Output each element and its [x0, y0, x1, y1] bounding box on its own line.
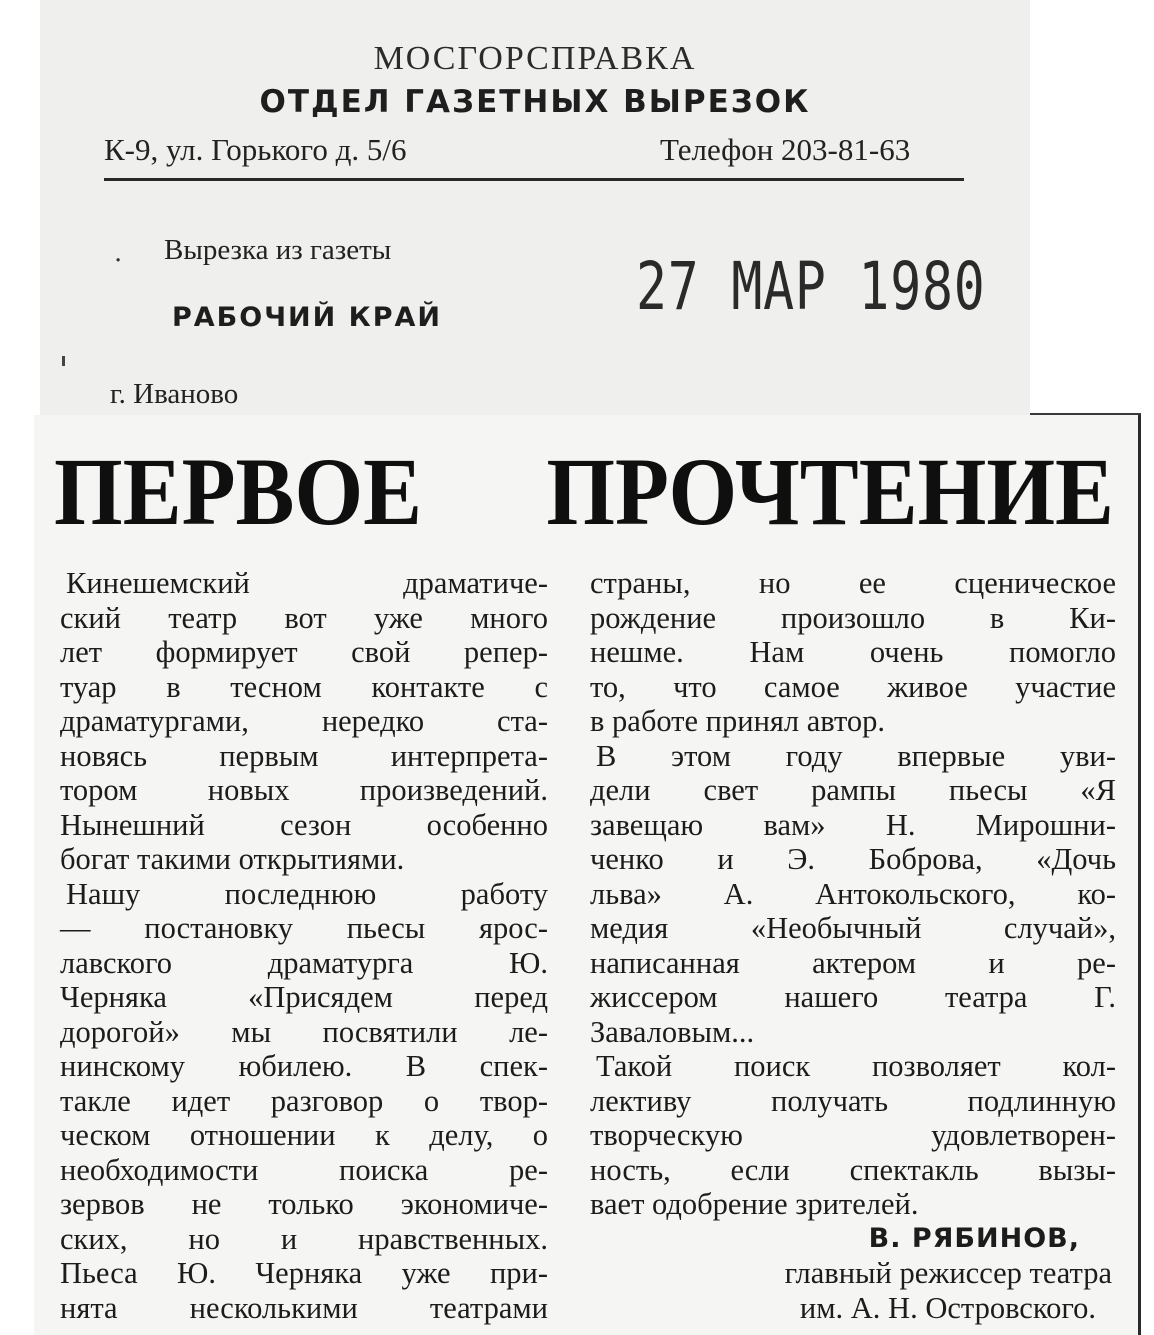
- text-line: лективу получать подлинную: [590, 1083, 1116, 1118]
- department-name: ОТДЕЛ ГАЗЕТНЫХ ВЫРЕЗОК: [259, 84, 811, 120]
- article-column-right: [590, 566, 1116, 1325]
- text-line: дорогой» мы посвятили ле-: [60, 1014, 548, 1049]
- text-line: в работе принял автор.: [590, 704, 885, 738]
- agency-name: МОСГОРСПРАВКА: [373, 40, 697, 77]
- margin-tick: [62, 356, 65, 366]
- text-line: нешме. Нам очень помогло: [590, 635, 1116, 669]
- text-line: страны, но ее сценическое: [590, 566, 1116, 600]
- text-line: богат такими открытиями.: [60, 842, 405, 876]
- text-line: необходимости поиска ре-: [60, 1152, 548, 1187]
- text-line: нинскому юбилею. В спек-: [60, 1049, 548, 1083]
- text-line: ских, но и нравственных.: [60, 1221, 548, 1256]
- agency-address: К-9, ул. Горького д. 5/6: [104, 132, 407, 167]
- text-line: жиссером нашего театра Г.: [590, 980, 1116, 1014]
- text-line: Такой поиск позволяет кол-: [596, 1049, 1116, 1083]
- article-column-left: [60, 566, 548, 1325]
- text-line: В этом году впервые уви-: [596, 738, 1116, 773]
- clipping-edge-top: [1030, 413, 1141, 415]
- author-title: главный режиссер театра: [784, 1256, 1112, 1290]
- author-theatre: им. А. Н. Островского.: [799, 1290, 1096, 1325]
- cut-from-label: Вырезка из газеты: [164, 234, 392, 266]
- text-line: ческом отношении к делу, о: [60, 1118, 548, 1152]
- text-line: лавского драматурга Ю.: [60, 945, 548, 980]
- clipping-edge-right: [1138, 415, 1141, 1335]
- text-line: лет формирует свой репер-: [60, 635, 548, 669]
- text-line: Нынешний сезон особенно: [60, 807, 548, 842]
- text-line: творческую удовлетворен-: [590, 1118, 1116, 1152]
- agency-phone: Телефон 203-81-63: [660, 132, 911, 167]
- text-line: вает одобрение зрителей.: [590, 1187, 919, 1221]
- bullet-mark: ·: [114, 246, 123, 276]
- text-line: медия «Необычный случай»,: [590, 911, 1116, 945]
- text-line: Черняка «Присядем перед: [60, 980, 548, 1014]
- text-line: льва» А. Антокольского, ко-: [590, 876, 1116, 911]
- text-line: дели свет рампы пьесы «Я: [590, 773, 1116, 807]
- header-rule: [104, 178, 964, 181]
- text-line: Заваловым...: [590, 1014, 755, 1049]
- text-line: тором новых произведений.: [60, 773, 548, 807]
- text-line: туар в тесном контакте с: [60, 669, 548, 704]
- text-line: зервов не только экономиче-: [60, 1187, 548, 1221]
- text-line: Кинешемский драматиче-: [66, 566, 548, 600]
- headline-word-1: ПЕРВОЕ: [54, 438, 423, 545]
- text-line: Нашу последнюю работу: [66, 876, 548, 911]
- date-stamp: 27 МАР 1980: [636, 248, 986, 325]
- text-line: ский театр вот уже много: [60, 600, 548, 635]
- text-line: новясь первым интерпрета-: [60, 738, 548, 773]
- newspaper-name: РАБОЧИЙ КРАЙ: [172, 302, 442, 333]
- text-line: драматургами, нередко ста-: [60, 704, 548, 738]
- text-line: ность, если спектакль вызы-: [590, 1152, 1116, 1187]
- text-line: то, что самое живое участие: [590, 669, 1116, 704]
- newspaper-city: г. Иваново: [110, 378, 239, 410]
- text-line: рождение произошло в Ки-: [590, 600, 1116, 635]
- text-line: ченко и Э. Боброва, «Дочь: [590, 842, 1116, 876]
- text-line: такле идет разговор о твор-: [60, 1083, 548, 1118]
- article-headline: [54, 438, 1114, 545]
- text-line: нята несколькими театрами: [60, 1290, 548, 1325]
- text-line: завещаю вам» Н. Мирошни-: [590, 807, 1116, 842]
- text-line: написанная актером и ре-: [590, 945, 1116, 980]
- author-signature: В. РЯБИНОВ,: [868, 1222, 1080, 1254]
- headline-word-2: ПРОЧТЕНИЕ: [546, 438, 1114, 545]
- text-line: — постановку пьесы ярос-: [60, 911, 548, 945]
- text-line: Пьеса Ю. Черняка уже при-: [60, 1256, 548, 1290]
